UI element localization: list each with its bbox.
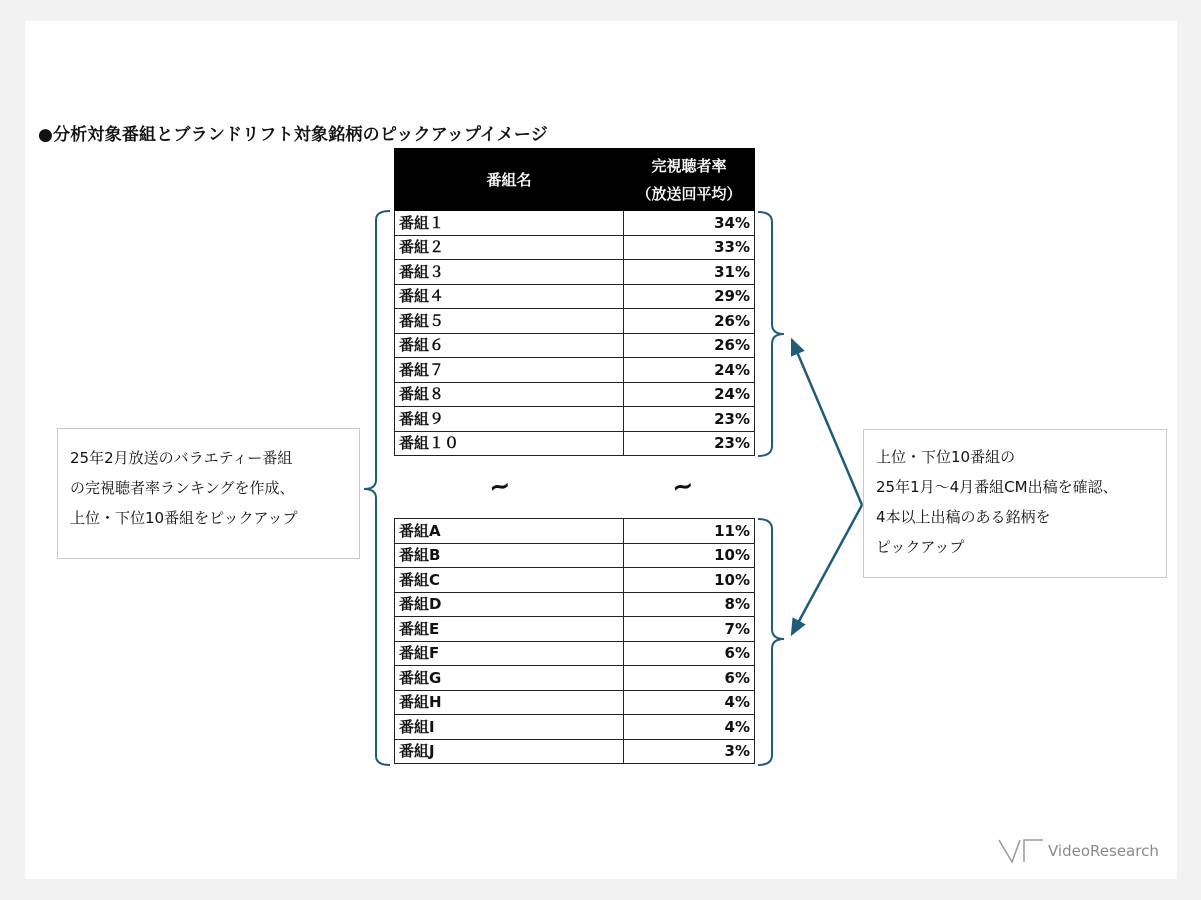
completion-rate-cell: 26%	[623, 309, 754, 334]
program-name-cell: 番組H	[395, 690, 624, 715]
table-row	[395, 617, 755, 642]
table-row	[395, 309, 755, 334]
table-row	[395, 431, 755, 456]
completion-rate-cell: 24%	[623, 358, 754, 383]
right-note-line: ピックアップ	[876, 538, 965, 556]
table-row	[395, 592, 755, 617]
program-name-cell: 番組A	[395, 519, 624, 544]
completion-rate-cell: 4%	[623, 715, 754, 740]
completion-rate-cell: 10%	[623, 568, 754, 593]
completion-rate-cell: 6%	[623, 666, 754, 691]
left-note-line: 25年2月放送のバラエティー番組	[70, 449, 293, 467]
table-header-row	[395, 149, 755, 211]
completion-rate-cell: 33%	[623, 235, 754, 260]
ranking-table-bottom	[394, 518, 755, 764]
program-name-cell: 番組７	[395, 358, 624, 383]
completion-rate-cell: 29%	[623, 284, 754, 309]
completion-rate-cell: 8%	[623, 592, 754, 617]
program-name-cell: 番組I	[395, 715, 624, 740]
completion-rate-cell: 23%	[623, 407, 754, 432]
program-name-cell: 番組６	[395, 333, 624, 358]
completion-rate-cell: 7%	[623, 617, 754, 642]
table-row	[395, 407, 755, 432]
right-note-line: 25年1月～4月番組CM出稿を確認、	[876, 478, 1118, 496]
table-row	[395, 666, 755, 691]
completion-rate-cell: 24%	[623, 382, 754, 407]
program-name-cell: 番組４	[395, 284, 624, 309]
table-row	[395, 715, 755, 740]
program-name-cell: 番組３	[395, 260, 624, 285]
video-research-logo	[998, 838, 1159, 864]
table-row	[395, 260, 755, 285]
header-program-name: 番組名	[395, 149, 624, 211]
logo-text: VideoResearch	[1048, 842, 1159, 860]
table-row	[395, 690, 755, 715]
left-note-line: の完視聴者率ランキングを作成、	[70, 479, 295, 497]
program-name-cell: 番組D	[395, 592, 624, 617]
program-name-cell: 番組B	[395, 543, 624, 568]
header-completion-rate	[623, 149, 754, 211]
right-note-line: 4本以上出稿のある銘柄を	[876, 508, 1051, 526]
completion-rate-cell: 6%	[623, 641, 754, 666]
ranking-table-top	[394, 148, 755, 456]
table-row	[395, 641, 755, 666]
table-row	[395, 333, 755, 358]
omission-mark-left: ~	[486, 470, 514, 504]
table-row	[395, 543, 755, 568]
table-row	[395, 739, 755, 764]
table-row	[395, 519, 755, 544]
program-name-cell: 番組８	[395, 382, 624, 407]
program-name-cell: 番組F	[395, 641, 624, 666]
completion-rate-cell: 26%	[623, 333, 754, 358]
completion-rate-cell: 23%	[623, 431, 754, 456]
program-name-cell: 番組１	[395, 211, 624, 236]
table-row	[395, 284, 755, 309]
table-row	[395, 568, 755, 593]
left-note-box	[57, 428, 360, 559]
table-row	[395, 382, 755, 407]
table-row	[395, 235, 755, 260]
completion-rate-cell: 31%	[623, 260, 754, 285]
table-row	[395, 358, 755, 383]
completion-rate-cell: 34%	[623, 211, 754, 236]
program-name-cell: 番組２	[395, 235, 624, 260]
completion-rate-cell: 11%	[623, 519, 754, 544]
program-name-cell: 番組G	[395, 666, 624, 691]
program-name-cell: 番組C	[395, 568, 624, 593]
program-name-cell: 番組９	[395, 407, 624, 432]
completion-rate-cell: 4%	[623, 690, 754, 715]
right-note-line: 上位・下位10番組の	[876, 448, 1016, 466]
omission-mark-right: ~	[669, 470, 697, 504]
page-title: ●分析対象番組とブランドリフト対象銘柄のピックアップイメージ	[38, 125, 548, 145]
completion-rate-cell: 3%	[623, 739, 754, 764]
header-rate-line1: 完視聴者率	[651, 156, 727, 175]
header-rate-line2: （放送回平均）	[636, 184, 742, 203]
program-name-cell: 番組５	[395, 309, 624, 334]
left-note-line: 上位・下位10番組をピックアップ	[70, 509, 298, 527]
logo-mark-icon	[998, 838, 1044, 864]
program-name-cell: 番組E	[395, 617, 624, 642]
table-row	[395, 211, 755, 236]
program-name-cell: 番組J	[395, 739, 624, 764]
right-note-box	[863, 429, 1167, 578]
program-name-cell: 番組１０	[395, 431, 624, 456]
completion-rate-cell: 10%	[623, 543, 754, 568]
